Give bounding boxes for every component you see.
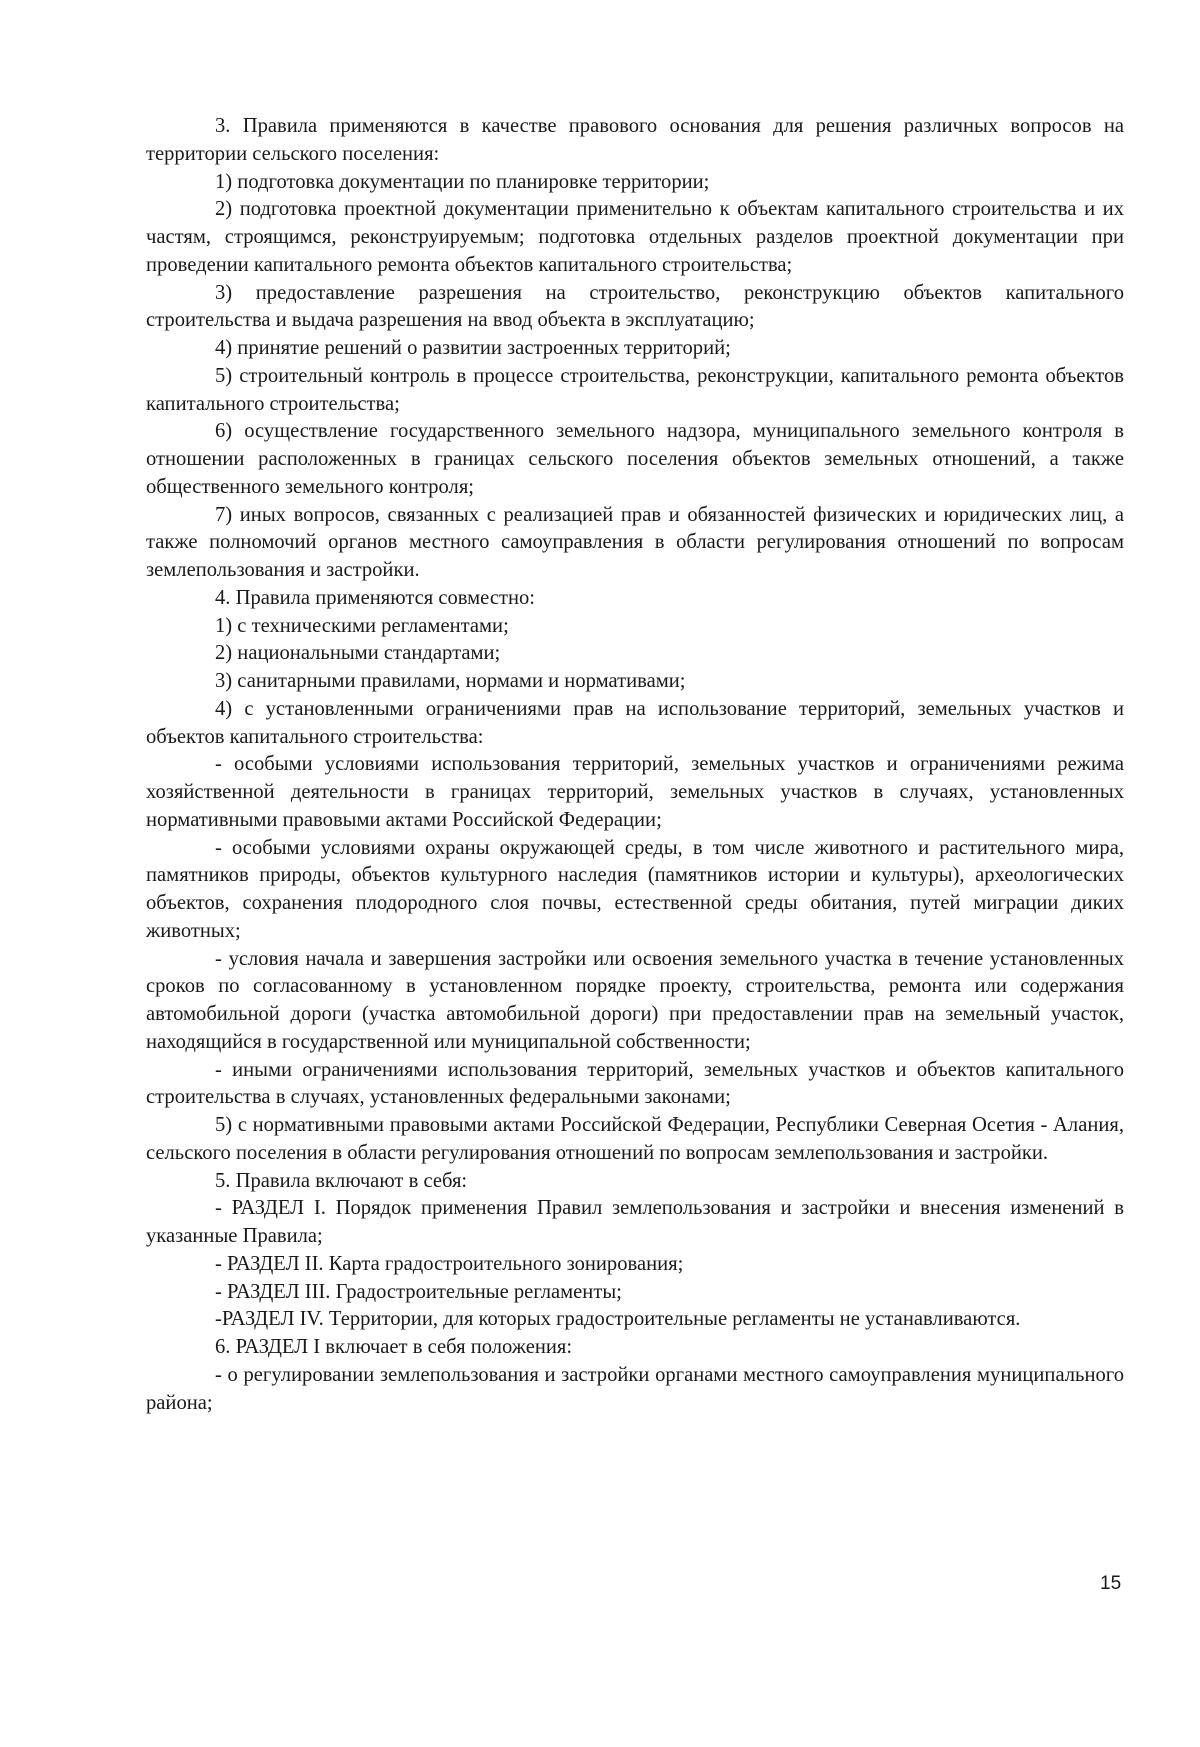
section-item-2: - РАЗДЕЛ II. Карта градостроительного зонирования; [215,1252,684,1275]
list-item-3-4: 4) принятие решений о развитии застроенных территорий; [215,337,731,359]
section-item-3: - РАЗДЕЛ III. Градостроительные регламенты; [215,1280,622,1303]
dash-item-4-4-c: - условия начала и завершения застройки или освоения земельного участка в течение установленных сроков по согласованному в установленном порядке проекту, строительства, ремонта или содержания автомобильной дороги (участка автомобильной дороги) при предоставлении прав на земельный участок, находящийся в государственной или муниципальной собственности; [146,947,1124,1053]
dash-item-4-4-a: - особыми условиями использования территорий, земельных участков и ограничениями режима хозяйственной деятельности в границах территорий, земельных участков в случаях, установленных нормативными правовыми актами Российской Федерации; [146,753,1124,831]
page-number: 15 [1100,1573,1122,1594]
list-item-4-1: 1) с техническими регламентами; [215,614,509,637]
list-item-4-4: 4) с установленными ограничениями прав на использование территорий, земельных участков и объектов капитального строительства: [146,697,1124,748]
dash-item-4-4-b: - особыми условиями охраны окружающей среды, в том числе животного и растительного мира, памятников природы, объектов культурного наследия (памятников истории и культуры), археологических объектов, сохранения плодородного слоя почвы, естественной среды обитания, путей миграции диких животных; [146,836,1124,942]
list-item-3-5: 5) строительный контроль в процессе строительства, реконструкции, капитального ремонта объектов капитального строительства; [146,364,1124,415]
list-item-3-2: 2) подготовка проектной документации применительно к объектам капитального строительства и их частям, строящимся, реконструируемым; подготовка отдельных разделов проектной документации при проведении капитального ремонта объектов капитального строительства; [146,198,1124,276]
list-item-3-3: 3) предоставление разрешения на строительство, реконструкцию объектов капитального строительства и выдача разрешения на ввод объекта в эксплуатацию; [146,281,1124,332]
list-item-4-5: 5) с нормативными правовыми актами Российской Федерации, Республики Северная Осетия - Алания, сельского поселения в области регулирования отношений по вопросам землепользования и застройки. [146,1114,1124,1164]
dash-item-4-4-d: - иными ограничениями использования территорий, земельных участков и объектов капитального строительства в случаях, установленных федеральными законами; [146,1058,1124,1109]
list-item-3-6: 6) осуществление государственного земельного надзора, муниципального земельного контроля в отношении расположенных в границах сельского поселения объектов земельных отношений, а также общественного земельного контроля; [146,420,1124,498]
list-item-3-1: 1) подготовка документации по планировке территории; [215,170,710,193]
section-item-4: -РАЗДЕЛ IV. Территории, для которых градостроительные регламенты не устанавливаются. [215,1308,1021,1331]
paragraph-3-intro: 3. Правила применяются в качестве правового основания для решения различных вопросов на территории сельского поселения: [146,115,1124,165]
paragraph-6-intro: 6. РАЗДЕЛ I включает в себя положения: [215,1336,573,1358]
list-item-3-7: 7) иных вопросов, связанных с реализацией прав и обязанностей физических и юридических лиц, а также полномочий органов местного самоуправления в области регулирования отношений по вопросам землепользования и застройки. [146,503,1124,581]
document-body [146,113,1124,1417]
list-item-4-2: 2) национальными стандартами; [215,642,501,665]
paragraph-4-intro: 4. Правила применяются совместно: [215,586,536,609]
list-item-4-3: 3) санитарными правилами, нормами и нормативами; [215,670,686,692]
dash-item-6-a: - о регулировании землепользования и застройки органами местного самоуправления муниципального района; [146,1363,1124,1414]
paragraph-5-intro: 5. Правила включают в себя: [215,1169,468,1192]
section-item-1: - РАЗДЕЛ I. Порядок применения Правил землепользования и застройки и внесения изменений в указанные Правила; [146,1197,1124,1247]
